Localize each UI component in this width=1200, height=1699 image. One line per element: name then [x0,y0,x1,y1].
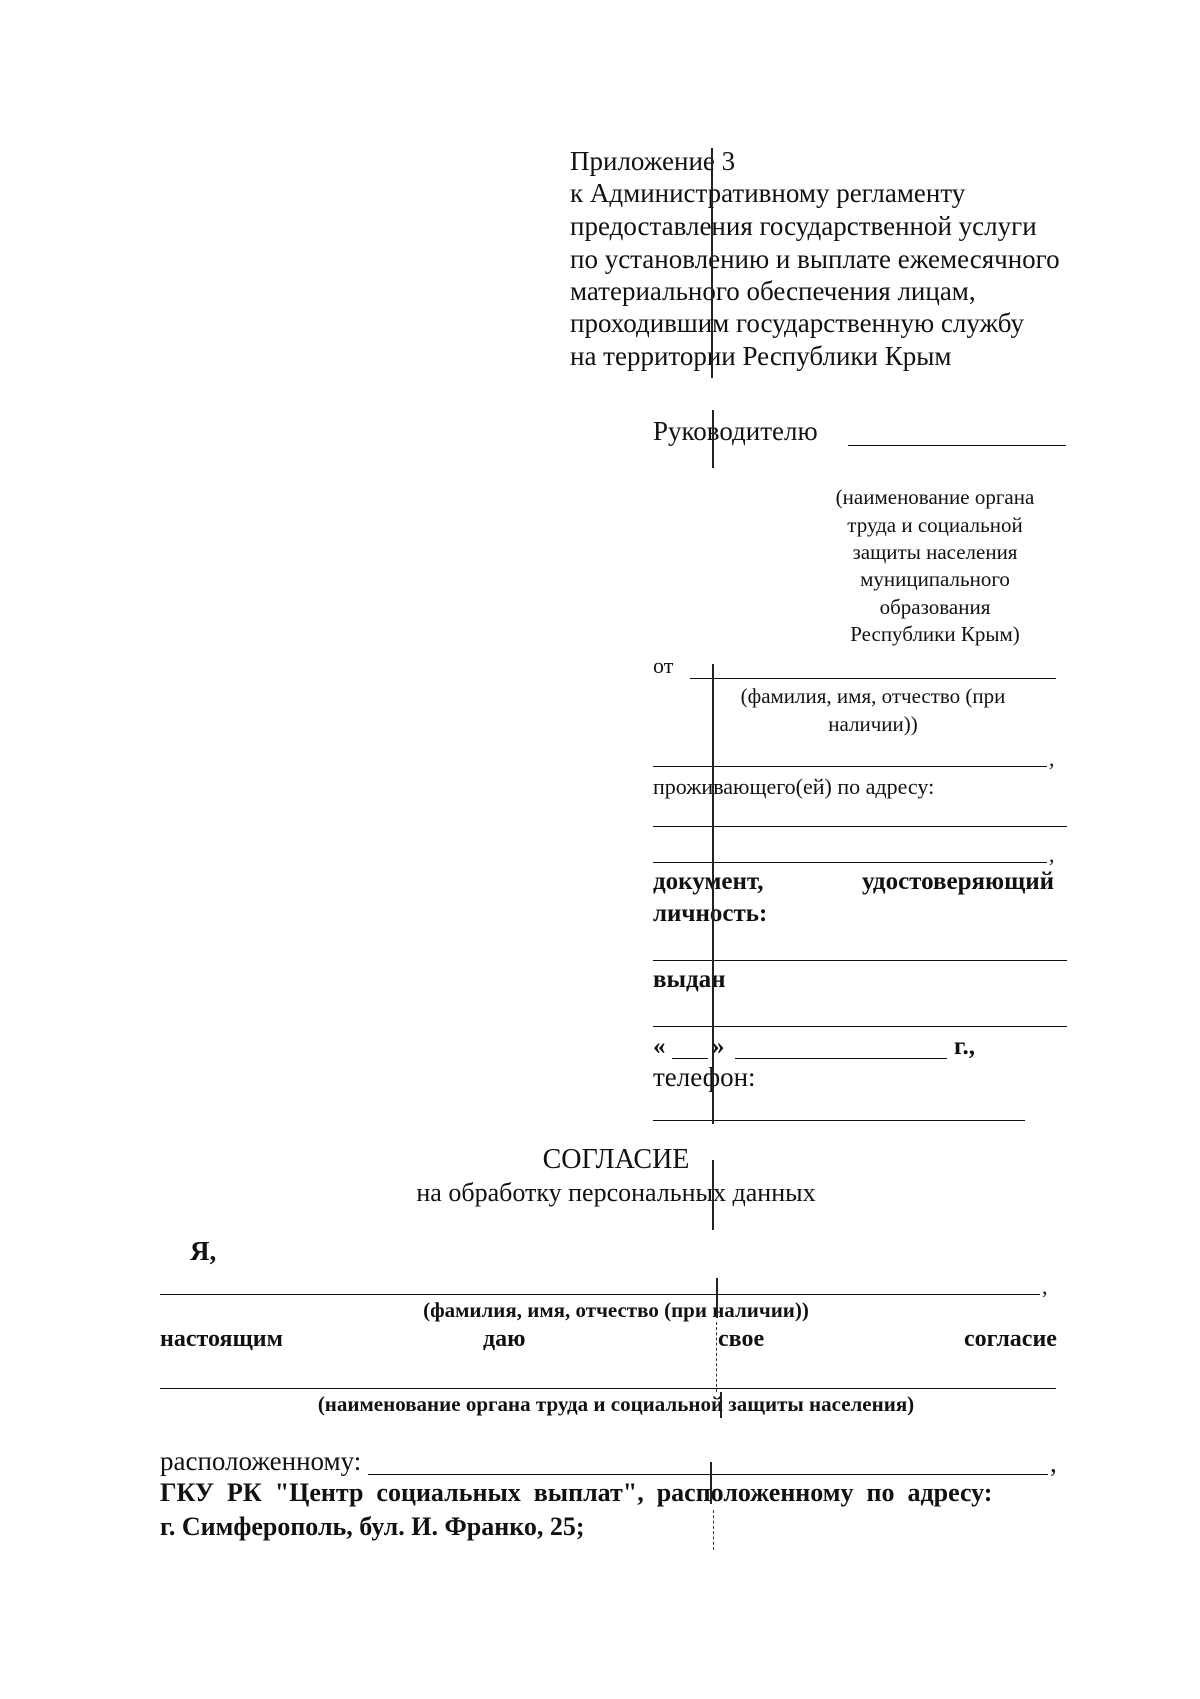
doc-label-1: документ, [653,868,764,895]
appendix-line-4: по установлению и выплате ежемесячного [570,244,1060,274]
located-label: расположенному: [160,1446,362,1476]
comma-2: , [1049,842,1055,867]
org-caption-line-6: Республики Крым) [850,622,1020,646]
issued-label: выдан [653,966,726,993]
gku-line: ГКУ РК "Центр социальных выплат", расположенному по адресу: [160,1478,993,1507]
fio-caption: (фамилия, имя, отчество (при наличии)) [423,1298,809,1322]
scan-fold-line-org [720,1392,722,1418]
doc-label-3: личность: [653,900,768,927]
scan-fold-dash-consent [716,1322,717,1392]
year-label: г., [954,1033,976,1060]
appendix-line-1: Приложение 3 [570,146,736,176]
fio-blank-line [160,1294,1040,1295]
phone-blank-line [653,1120,1025,1121]
consent-title: СОГЛАСИЕ [542,1144,690,1175]
address-line: г. Симферополь, бул. И. Франко, 25; [160,1512,585,1541]
appendix-line-5: материального обеспечения лицам, [570,276,976,306]
appendix-line-7: на территории Республики Крым [570,341,952,371]
appendix-line-6: проходившим государственную службу [570,308,1024,338]
comma-1: , [1049,746,1055,771]
consent-word-3: свое [718,1326,765,1352]
date-close-quote: » [712,1033,725,1060]
scan-fold-dash-address [713,1510,714,1550]
phone-label: телефон: [653,1062,756,1092]
scan-fold-line-head [712,410,714,468]
org-caption: (наименование органа труда и социальной защиты населения) [317,1392,915,1416]
org-caption-line-2: труда и социальной [847,513,1023,537]
date-day-blank [672,1058,708,1059]
consent-word-1: настоящим [160,1326,283,1352]
scan-fold-line-upper [711,148,713,378]
org-caption-line-1: (наименование органа [835,485,1035,509]
date-open-quote: « [653,1033,666,1060]
org-caption-line-5: образования [879,595,991,619]
consent-subtitle: на обработку персональных данных [416,1178,816,1207]
head-label: Руководителю [653,416,818,446]
org-blank-line [160,1388,1056,1389]
date-month-blank [735,1058,947,1059]
doc-label-2: удостоверяющий [862,868,1055,895]
appendix-line-2: к Административному регламенту [570,178,966,208]
scan-fold-line-fio [716,1278,718,1318]
comma-4: , [1050,1448,1057,1478]
doc-blank-line [653,960,1067,961]
head-org-blank-line [848,445,1066,446]
org-caption-line-4: муниципального [860,567,1010,591]
address-blank-line-1 [653,826,1067,827]
appendix-line-3: предоставления государственной услуги [570,211,1037,241]
scan-fold-line-middle [712,664,714,1124]
name-caption-line-1: (фамилия, имя, отчество (при [740,684,1006,708]
scan-fold-line-title [712,1160,714,1230]
located-blank-line [368,1474,1048,1475]
issued-blank-line [653,1026,1067,1027]
from-blank-line [690,678,1056,679]
scan-fold-line-gku [710,1462,712,1504]
from-label: от [653,653,674,678]
comma-3: , [1042,1274,1048,1299]
org-caption-line-3: защиты населения [852,540,1018,564]
i-label: Я, [190,1236,217,1266]
name-caption-line-2: наличии)) [828,712,918,736]
consent-word-2: даю [483,1326,526,1352]
residing-label: проживающего(ей) по адресу: [653,774,935,799]
consent-word-4: согласие [964,1326,1057,1352]
